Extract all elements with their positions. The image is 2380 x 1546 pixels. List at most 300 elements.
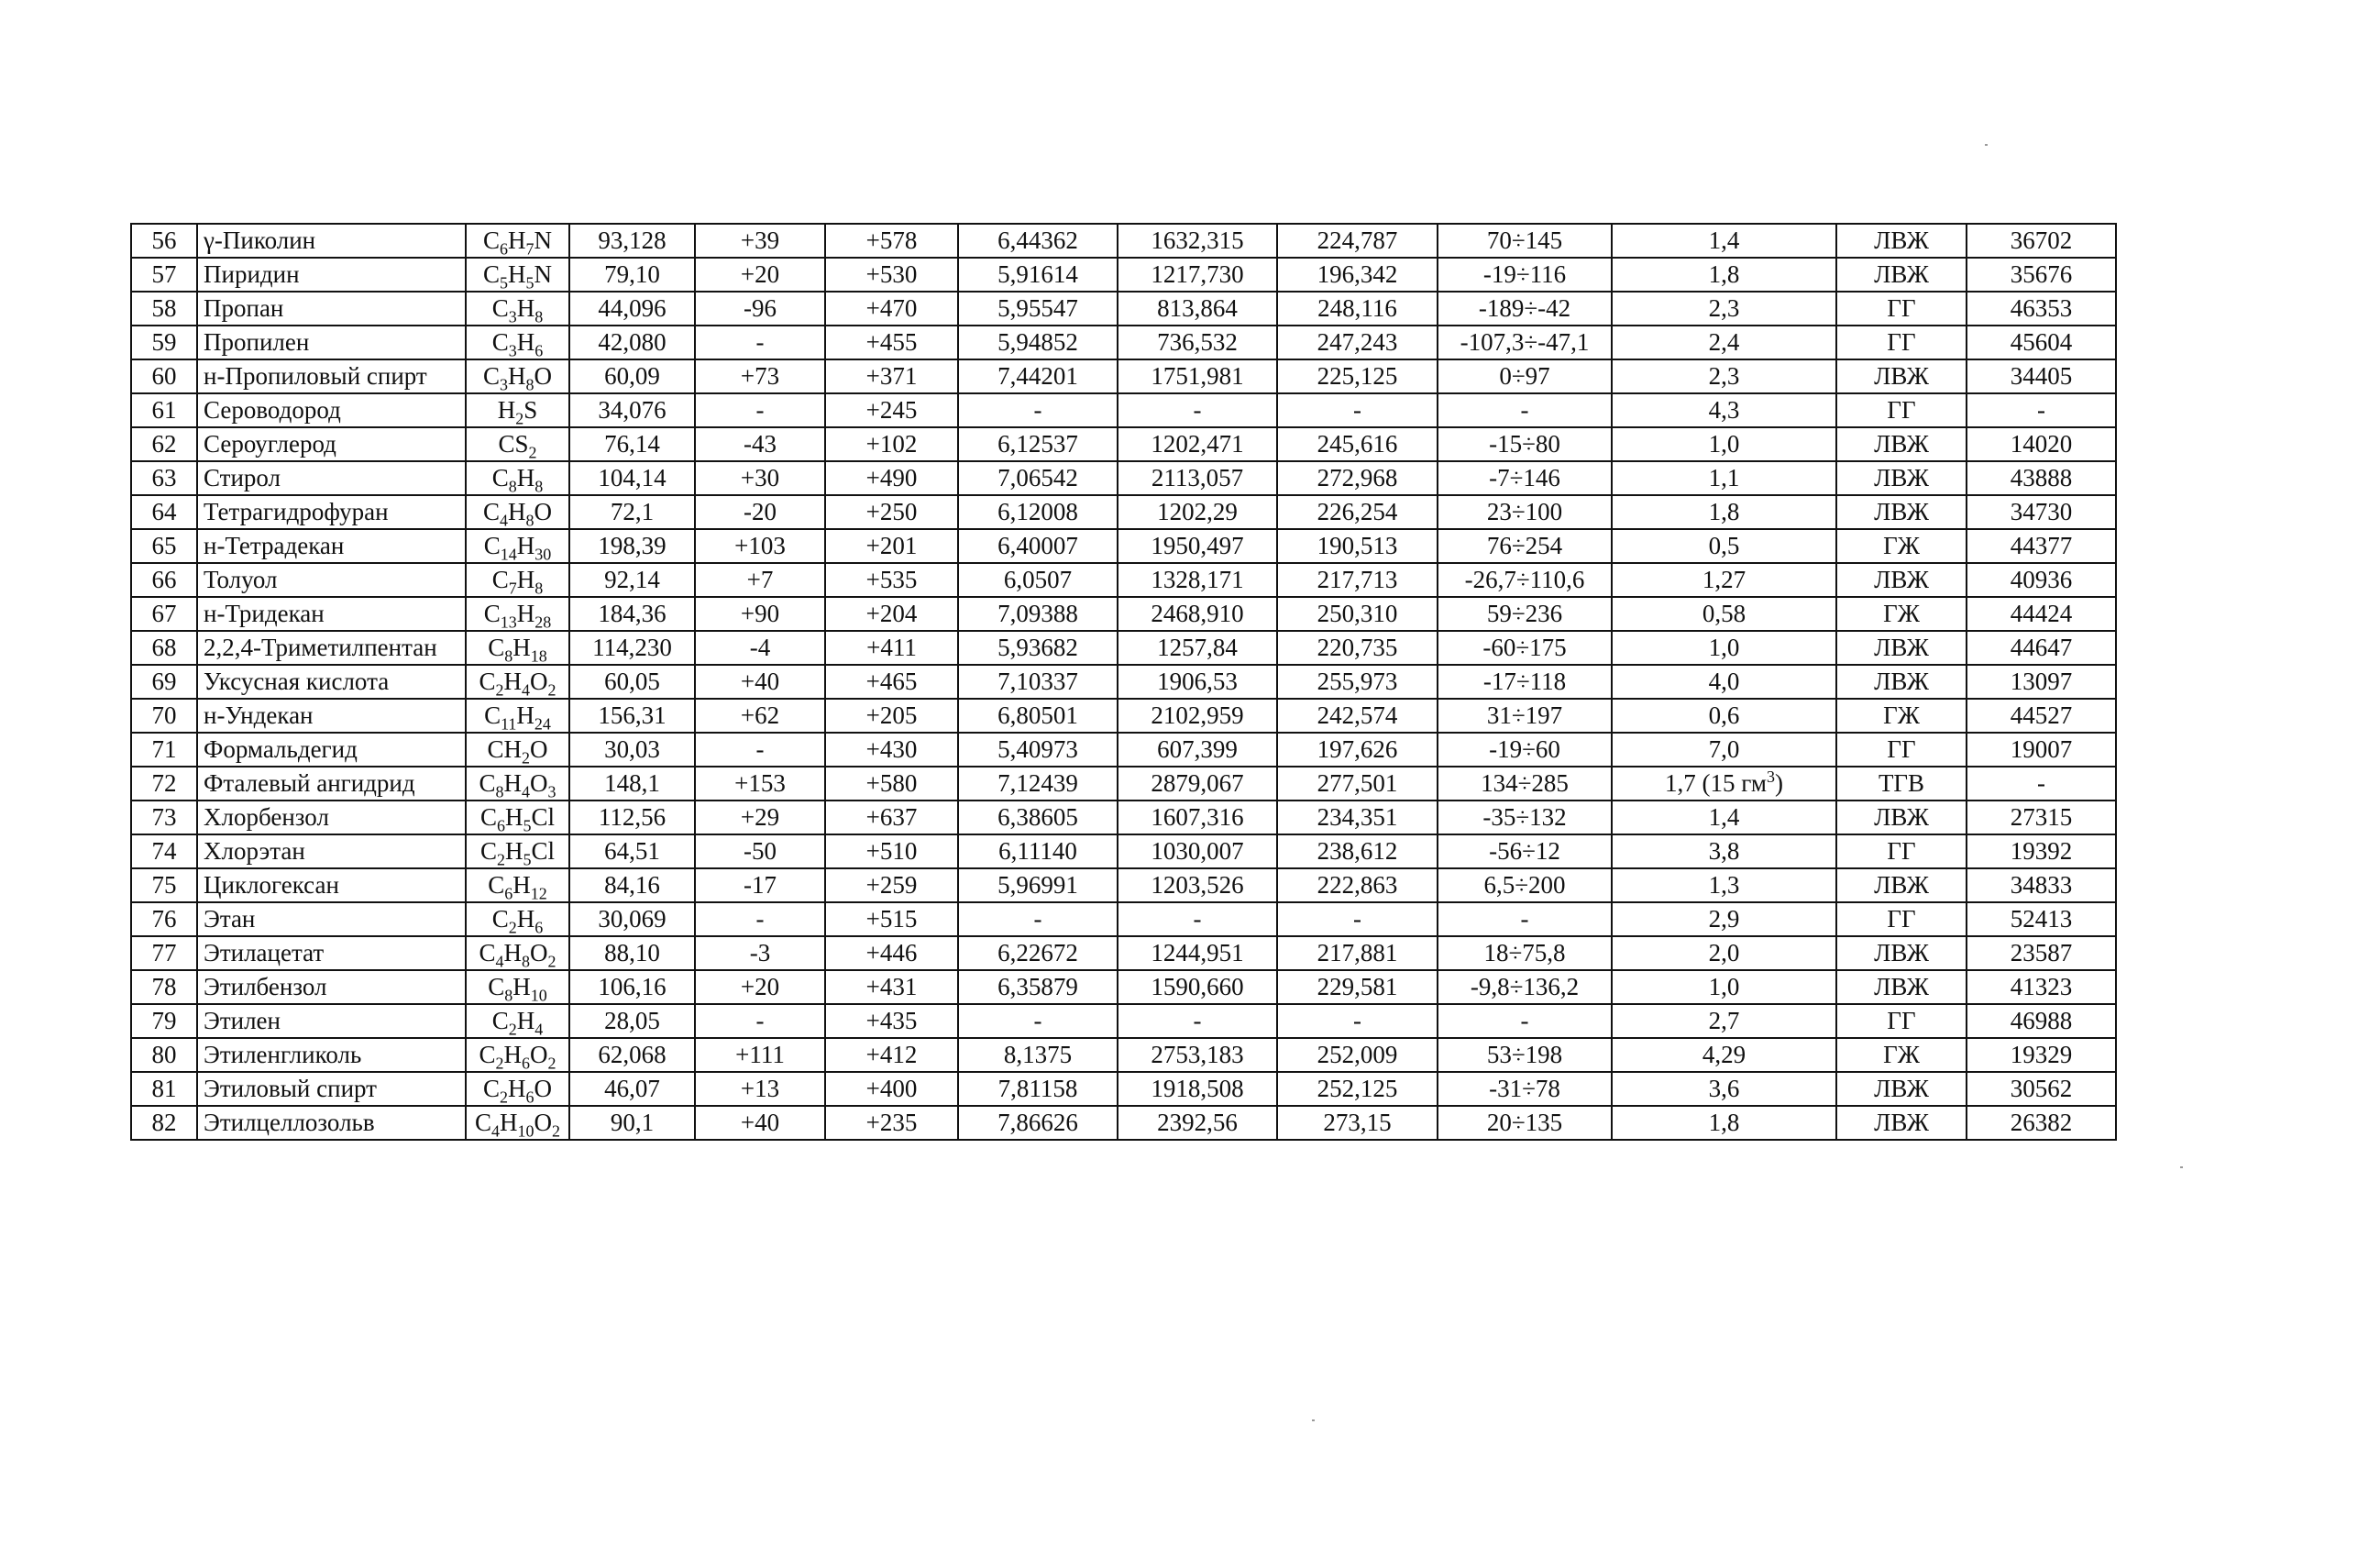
substance-name-cell: Сероводород bbox=[197, 393, 466, 427]
lower-limit-cell: 1,8 bbox=[1612, 495, 1836, 529]
autoignition-temp-cell: +204 bbox=[825, 597, 958, 631]
antoine-c-cell: 196,342 bbox=[1277, 258, 1438, 292]
antoine-a-cell: 8,1375 bbox=[958, 1038, 1118, 1072]
molar-mass-cell: 42,080 bbox=[569, 326, 695, 359]
antoine-c-cell: 277,501 bbox=[1277, 767, 1438, 801]
antoine-a-cell: 5,96991 bbox=[958, 868, 1118, 902]
text-part: H bbox=[512, 871, 531, 899]
subscript: 2 bbox=[552, 1121, 560, 1140]
scan-speck bbox=[1985, 144, 1988, 146]
autoignition-temp-cell: +578 bbox=[825, 224, 958, 258]
table-row bbox=[131, 495, 2116, 529]
heat-value-cell: 34405 bbox=[1967, 359, 2116, 393]
text-part: O bbox=[534, 1075, 552, 1102]
subscript: 8 bbox=[495, 782, 504, 801]
antoine-c-cell: - bbox=[1277, 393, 1438, 427]
antoine-a-cell: 6,44362 bbox=[958, 224, 1118, 258]
autoignition-temp-cell: +235 bbox=[825, 1106, 958, 1140]
substance-table bbox=[130, 223, 2117, 1141]
antoine-c-cell: 224,787 bbox=[1277, 224, 1438, 258]
temperature-range-cell: - bbox=[1438, 902, 1612, 936]
lower-limit-cell: 2,4 bbox=[1612, 326, 1836, 359]
text-part: H bbox=[516, 905, 535, 933]
text-part: O bbox=[534, 498, 552, 525]
substance-name-cell: Этилен bbox=[197, 1004, 466, 1038]
scan-speck bbox=[2180, 1166, 2183, 1168]
temperature-range-cell: -17÷118 bbox=[1438, 665, 1612, 699]
table-row bbox=[131, 359, 2116, 393]
lower-limit-cell: 0,5 bbox=[1612, 529, 1836, 563]
autoignition-temp-cell: +455 bbox=[825, 326, 958, 359]
subscript: 2 bbox=[508, 918, 517, 936]
flash-point-cell: - bbox=[695, 1004, 825, 1038]
antoine-b-cell: 2102,959 bbox=[1118, 699, 1277, 733]
subscript: 7 bbox=[508, 579, 517, 597]
antoine-b-cell: - bbox=[1118, 393, 1277, 427]
subscript: 4 bbox=[491, 1121, 500, 1140]
flash-point-cell: +62 bbox=[695, 699, 825, 733]
flash-point-cell: +7 bbox=[695, 563, 825, 597]
antoine-b-cell: 1751,981 bbox=[1118, 359, 1277, 393]
class-cell: ЛВЖ bbox=[1836, 801, 1967, 834]
substance-name-cell: н-Ундекан bbox=[197, 699, 466, 733]
formula-cell bbox=[466, 699, 569, 733]
lower-limit-cell: 1,4 bbox=[1612, 801, 1836, 834]
class-cell: ТГВ bbox=[1836, 767, 1967, 801]
autoignition-temp-cell: +245 bbox=[825, 393, 958, 427]
lower-limit-cell: 2,9 bbox=[1612, 902, 1836, 936]
formula-cell bbox=[466, 868, 569, 902]
antoine-a-cell: 7,86626 bbox=[958, 1106, 1118, 1140]
subscript: 8 bbox=[504, 986, 513, 1004]
formula-cell bbox=[466, 1038, 569, 1072]
flash-point-cell: +40 bbox=[695, 665, 825, 699]
heat-value-cell: 35676 bbox=[1967, 258, 2116, 292]
autoignition-temp-cell: +400 bbox=[825, 1072, 958, 1106]
lower-limit-cell: 4,0 bbox=[1612, 665, 1836, 699]
flash-point-cell: -50 bbox=[695, 834, 825, 868]
table-row bbox=[131, 665, 2116, 699]
table-row bbox=[131, 427, 2116, 461]
text-part: C bbox=[491, 1007, 509, 1034]
subscript: 10 bbox=[517, 1121, 534, 1140]
class-cell: ЛВЖ bbox=[1836, 868, 1967, 902]
class-cell: ГЖ bbox=[1836, 597, 1967, 631]
molar-mass-cell: 34,076 bbox=[569, 393, 695, 427]
heat-value-cell: 13097 bbox=[1967, 665, 2116, 699]
text-part: O bbox=[530, 939, 548, 966]
text-part: C bbox=[482, 1075, 500, 1102]
antoine-b-cell: 1030,007 bbox=[1118, 834, 1277, 868]
subscript: 8 bbox=[534, 307, 544, 326]
formula-cell bbox=[466, 834, 569, 868]
class-cell: ГЖ bbox=[1836, 699, 1967, 733]
subscript: 7 bbox=[525, 239, 534, 258]
formula-cell bbox=[466, 495, 569, 529]
subscript: 8 bbox=[522, 952, 530, 970]
autoignition-temp-cell: +465 bbox=[825, 665, 958, 699]
antoine-a-cell: - bbox=[958, 902, 1118, 936]
text-part: C bbox=[479, 1041, 496, 1068]
class-cell: ГГ bbox=[1836, 1004, 1967, 1038]
text-part: O bbox=[530, 668, 548, 695]
temperature-range-cell: -7÷146 bbox=[1438, 461, 1612, 495]
text-part: C bbox=[479, 837, 497, 865]
autoignition-temp-cell: +431 bbox=[825, 970, 958, 1004]
substance-name-cell: Стирол bbox=[197, 461, 466, 495]
antoine-b-cell: 1950,497 bbox=[1118, 529, 1277, 563]
class-cell: ЛВЖ bbox=[1836, 970, 1967, 1004]
antoine-b-cell: 1632,315 bbox=[1118, 224, 1277, 258]
formula-cell bbox=[466, 631, 569, 665]
row-number-cell: 56 bbox=[131, 224, 197, 258]
substance-name-cell: Этиленгликоль bbox=[197, 1038, 466, 1072]
antoine-a-cell: - bbox=[958, 393, 1118, 427]
table-row bbox=[131, 461, 2116, 495]
subscript: 13 bbox=[500, 613, 517, 631]
substance-name-cell: н-Пропиловый спирт bbox=[197, 359, 466, 393]
heat-value-cell: 26382 bbox=[1967, 1106, 2116, 1140]
class-cell: ЛВЖ bbox=[1836, 1072, 1967, 1106]
molar-mass-cell: 28,05 bbox=[569, 1004, 695, 1038]
substance-name-cell: Хлорбензол bbox=[197, 801, 466, 834]
subscript: 8 bbox=[525, 511, 534, 529]
class-cell: ГЖ bbox=[1836, 529, 1967, 563]
formula-cell bbox=[466, 529, 569, 563]
table-row bbox=[131, 1038, 2116, 1072]
flash-point-cell: -43 bbox=[695, 427, 825, 461]
temperature-range-cell: -15÷80 bbox=[1438, 427, 1612, 461]
class-cell: ГГ bbox=[1836, 393, 1967, 427]
table-row bbox=[131, 767, 2116, 801]
row-number-cell: 78 bbox=[131, 970, 197, 1004]
antoine-a-cell: 5,91614 bbox=[958, 258, 1118, 292]
antoine-a-cell: 6,12008 bbox=[958, 495, 1118, 529]
substance-name-cell: Сероуглерод bbox=[197, 427, 466, 461]
flash-point-cell: - bbox=[695, 902, 825, 936]
subscript: 2 bbox=[522, 748, 530, 767]
temperature-range-cell: -31÷78 bbox=[1438, 1072, 1612, 1106]
row-number-cell: 72 bbox=[131, 767, 197, 801]
heat-value-cell: 44424 bbox=[1967, 597, 2116, 631]
temperature-range-cell: 31÷197 bbox=[1438, 699, 1612, 733]
class-cell: ЛВЖ bbox=[1836, 631, 1967, 665]
autoignition-temp-cell: +490 bbox=[825, 461, 958, 495]
subscript: 2 bbox=[547, 952, 556, 970]
molar-mass-cell: 156,31 bbox=[569, 699, 695, 733]
heat-value-cell: - bbox=[1967, 393, 2116, 427]
antoine-b-cell: 813,864 bbox=[1118, 292, 1277, 326]
antoine-a-cell: 7,12439 bbox=[958, 767, 1118, 801]
heat-value-cell: 45604 bbox=[1967, 326, 2116, 359]
table-row bbox=[131, 224, 2116, 258]
antoine-b-cell: 2113,057 bbox=[1118, 461, 1277, 495]
temperature-range-cell: -189÷-42 bbox=[1438, 292, 1612, 326]
subscript: 6 bbox=[522, 1054, 530, 1072]
antoine-b-cell: 1918,508 bbox=[1118, 1072, 1277, 1106]
subscript: 6 bbox=[534, 918, 544, 936]
formula-cell bbox=[466, 733, 569, 767]
heat-value-cell: 46988 bbox=[1967, 1004, 2116, 1038]
molar-mass-cell: 198,39 bbox=[569, 529, 695, 563]
autoignition-temp-cell: +259 bbox=[825, 868, 958, 902]
text-part: C bbox=[479, 769, 496, 797]
antoine-a-cell: 6,12537 bbox=[958, 427, 1118, 461]
formula-cell bbox=[466, 224, 569, 258]
subscript: 2 bbox=[528, 443, 537, 461]
table-row bbox=[131, 631, 2116, 665]
antoine-b-cell: 607,399 bbox=[1118, 733, 1277, 767]
text-part: H bbox=[508, 260, 526, 288]
antoine-a-cell: 7,44201 bbox=[958, 359, 1118, 393]
autoignition-temp-cell: +250 bbox=[825, 495, 958, 529]
lower-limit-cell: 0,58 bbox=[1612, 597, 1836, 631]
formula-cell bbox=[466, 767, 569, 801]
lower-limit-cell: 3,6 bbox=[1612, 1072, 1836, 1106]
lower-limit-cell: 7,0 bbox=[1612, 733, 1836, 767]
molar-mass-cell: 90,1 bbox=[569, 1106, 695, 1140]
row-number-cell: 61 bbox=[131, 393, 197, 427]
table-row bbox=[131, 393, 2116, 427]
row-number-cell: 66 bbox=[131, 563, 197, 597]
formula-cell bbox=[466, 902, 569, 936]
flash-point-cell: +90 bbox=[695, 597, 825, 631]
row-number-cell: 63 bbox=[131, 461, 197, 495]
antoine-b-cell: 2468,910 bbox=[1118, 597, 1277, 631]
text-part: H bbox=[503, 1041, 522, 1068]
subscript: 4 bbox=[500, 511, 508, 529]
subscript: 6 bbox=[497, 816, 505, 834]
subscript: 14 bbox=[500, 545, 517, 563]
text-part: O bbox=[530, 769, 548, 797]
text-part: CH bbox=[487, 735, 522, 763]
antoine-b-cell: 2392,56 bbox=[1118, 1106, 1277, 1140]
row-number-cell: 73 bbox=[131, 801, 197, 834]
row-number-cell: 65 bbox=[131, 529, 197, 563]
row-number-cell: 69 bbox=[131, 665, 197, 699]
lower-limit-cell: 1,0 bbox=[1612, 970, 1836, 1004]
antoine-a-cell: 7,06542 bbox=[958, 461, 1118, 495]
text-part: H bbox=[508, 498, 526, 525]
substance-name-cell: н-Тетрадекан bbox=[197, 529, 466, 563]
antoine-b-cell: 1328,171 bbox=[1118, 563, 1277, 597]
antoine-c-cell: 272,968 bbox=[1277, 461, 1438, 495]
subscript: 5 bbox=[525, 273, 534, 292]
heat-value-cell: 40936 bbox=[1967, 563, 2116, 597]
antoine-c-cell: 190,513 bbox=[1277, 529, 1438, 563]
text-part: N bbox=[534, 260, 552, 288]
text-part: H bbox=[503, 939, 522, 966]
class-cell: ЛВЖ bbox=[1836, 563, 1967, 597]
formula-cell bbox=[466, 970, 569, 1004]
text-part: H bbox=[516, 294, 535, 322]
text-part: H bbox=[503, 668, 522, 695]
row-number-cell: 57 bbox=[131, 258, 197, 292]
heat-value-cell: 34730 bbox=[1967, 495, 2116, 529]
subscript: 2 bbox=[547, 680, 556, 699]
substance-name-cell: Циклогексан bbox=[197, 868, 466, 902]
table-row bbox=[131, 563, 2116, 597]
subscript: 10 bbox=[530, 986, 547, 1004]
molar-mass-cell: 30,03 bbox=[569, 733, 695, 767]
antoine-c-cell: 252,009 bbox=[1277, 1038, 1438, 1072]
antoine-c-cell: 220,735 bbox=[1277, 631, 1438, 665]
antoine-b-cell: 736,532 bbox=[1118, 326, 1277, 359]
table-row bbox=[131, 936, 2116, 970]
table-row bbox=[131, 326, 2116, 359]
autoignition-temp-cell: +412 bbox=[825, 1038, 958, 1072]
formula-cell bbox=[466, 393, 569, 427]
row-number-cell: 81 bbox=[131, 1072, 197, 1106]
formula-cell bbox=[466, 258, 569, 292]
substance-name-cell: Пропан bbox=[197, 292, 466, 326]
flash-point-cell: +153 bbox=[695, 767, 825, 801]
antoine-b-cell: 1217,730 bbox=[1118, 258, 1277, 292]
heat-value-cell: 52413 bbox=[1967, 902, 2116, 936]
text-part: O bbox=[530, 735, 548, 763]
class-cell: ЛВЖ bbox=[1836, 1106, 1967, 1140]
lower-limit-cell: 2,7 bbox=[1612, 1004, 1836, 1038]
text-part: C bbox=[482, 260, 500, 288]
molar-mass-cell: 114,230 bbox=[569, 631, 695, 665]
antoine-c-cell: - bbox=[1277, 902, 1438, 936]
autoignition-temp-cell: +201 bbox=[825, 529, 958, 563]
formula-cell bbox=[466, 427, 569, 461]
flash-point-cell: +13 bbox=[695, 1072, 825, 1106]
temperature-range-cell: 53÷198 bbox=[1438, 1038, 1612, 1072]
antoine-b-cell: 2753,183 bbox=[1118, 1038, 1277, 1072]
autoignition-temp-cell: +470 bbox=[825, 292, 958, 326]
substance-name-cell: Тетрагидрофуран bbox=[197, 495, 466, 529]
autoignition-temp-cell: +535 bbox=[825, 563, 958, 597]
temperature-range-cell: 18÷75,8 bbox=[1438, 936, 1612, 970]
subscript: 2 bbox=[497, 850, 505, 868]
subscript: 6 bbox=[534, 341, 544, 359]
table-body bbox=[131, 224, 2116, 1140]
class-cell: ЛВЖ bbox=[1836, 665, 1967, 699]
antoine-c-cell: 247,243 bbox=[1277, 326, 1438, 359]
heat-value-cell: 30562 bbox=[1967, 1072, 2116, 1106]
temperature-range-cell: 0÷97 bbox=[1438, 359, 1612, 393]
text-part: O bbox=[534, 362, 552, 390]
lower-limit-cell: 2,3 bbox=[1612, 292, 1836, 326]
table-row bbox=[131, 1106, 2116, 1140]
text-part: C bbox=[483, 532, 501, 559]
molar-mass-cell: 62,068 bbox=[569, 1038, 695, 1072]
subscript: 8 bbox=[525, 375, 534, 393]
formula-cell bbox=[466, 936, 569, 970]
heat-value-cell: 19392 bbox=[1967, 834, 2116, 868]
lower-limit-cell: 1,3 bbox=[1612, 868, 1836, 902]
temperature-range-cell: -35÷132 bbox=[1438, 801, 1612, 834]
text-part: 1,7 (15 гм bbox=[1664, 769, 1768, 797]
molar-mass-cell: 88,10 bbox=[569, 936, 695, 970]
class-cell: ГГ bbox=[1836, 902, 1967, 936]
molar-mass-cell: 148,1 bbox=[569, 767, 695, 801]
formula-cell bbox=[466, 292, 569, 326]
subscript: 4 bbox=[522, 680, 530, 699]
subscript: 18 bbox=[530, 646, 547, 665]
subscript: 8 bbox=[534, 477, 544, 495]
row-number-cell: 71 bbox=[131, 733, 197, 767]
text-part: H bbox=[512, 634, 531, 661]
temperature-range-cell: 76÷254 bbox=[1438, 529, 1612, 563]
text-part: C bbox=[479, 668, 496, 695]
text-part: C bbox=[488, 871, 505, 899]
text-part: H bbox=[505, 837, 523, 865]
substance-name-cell: н-Тридекан bbox=[197, 597, 466, 631]
lower-limit-cell bbox=[1612, 767, 1836, 801]
flash-point-cell: -20 bbox=[695, 495, 825, 529]
molar-mass-cell: 72,1 bbox=[569, 495, 695, 529]
text-part: O bbox=[534, 1109, 552, 1136]
molar-mass-cell: 46,07 bbox=[569, 1072, 695, 1106]
flash-point-cell: - bbox=[695, 393, 825, 427]
table-row bbox=[131, 801, 2116, 834]
antoine-a-cell: 5,40973 bbox=[958, 733, 1118, 767]
antoine-a-cell: 6,35879 bbox=[958, 970, 1118, 1004]
molar-mass-cell: 60,05 bbox=[569, 665, 695, 699]
text-part: O bbox=[530, 1041, 548, 1068]
class-cell: ЛВЖ bbox=[1836, 427, 1967, 461]
antoine-c-cell: 222,863 bbox=[1277, 868, 1438, 902]
autoignition-temp-cell: +411 bbox=[825, 631, 958, 665]
autoignition-temp-cell: +637 bbox=[825, 801, 958, 834]
lower-limit-cell: 1,0 bbox=[1612, 427, 1836, 461]
antoine-a-cell: 7,10337 bbox=[958, 665, 1118, 699]
lower-limit-cell: 4,3 bbox=[1612, 393, 1836, 427]
heat-value-cell: 44527 bbox=[1967, 699, 2116, 733]
subscript: 2 bbox=[495, 680, 504, 699]
formula-cell bbox=[466, 1004, 569, 1038]
autoignition-temp-cell: +446 bbox=[825, 936, 958, 970]
antoine-a-cell: 5,95547 bbox=[958, 292, 1118, 326]
autoignition-temp-cell: +580 bbox=[825, 767, 958, 801]
text-part: C bbox=[479, 803, 497, 831]
lower-limit-cell: 1,4 bbox=[1612, 224, 1836, 258]
temperature-range-cell: 70÷145 bbox=[1438, 224, 1612, 258]
flash-point-cell: +39 bbox=[695, 224, 825, 258]
temperature-range-cell: 134÷285 bbox=[1438, 767, 1612, 801]
text-part: Cl bbox=[531, 837, 556, 865]
formula-cell bbox=[466, 326, 569, 359]
subscript: 3 bbox=[500, 375, 508, 393]
substance-name-cell: Этан bbox=[197, 902, 466, 936]
antoine-c-cell: 242,574 bbox=[1277, 699, 1438, 733]
antoine-a-cell: 6,80501 bbox=[958, 699, 1118, 733]
flash-point-cell: -17 bbox=[695, 868, 825, 902]
heat-value-cell: 19007 bbox=[1967, 733, 2116, 767]
antoine-c-cell: - bbox=[1277, 1004, 1438, 1038]
table-row bbox=[131, 868, 2116, 902]
scan-speck bbox=[1312, 1419, 1315, 1421]
temperature-range-cell: -56÷12 bbox=[1438, 834, 1612, 868]
antoine-b-cell: 1244,951 bbox=[1118, 936, 1277, 970]
table-row bbox=[131, 834, 2116, 868]
formula-cell bbox=[466, 597, 569, 631]
substance-name-cell: Фталевый ангидрид bbox=[197, 767, 466, 801]
antoine-a-cell: 7,81158 bbox=[958, 1072, 1118, 1106]
text-part: N bbox=[534, 226, 552, 254]
flash-point-cell: -96 bbox=[695, 292, 825, 326]
formula-cell bbox=[466, 801, 569, 834]
heat-value-cell: 27315 bbox=[1967, 801, 2116, 834]
class-cell: ЛВЖ bbox=[1836, 224, 1967, 258]
antoine-c-cell: 273,15 bbox=[1277, 1106, 1438, 1140]
text-part: H bbox=[516, 464, 535, 491]
heat-value-cell: 36702 bbox=[1967, 224, 2116, 258]
subscript: 8 bbox=[504, 646, 513, 665]
